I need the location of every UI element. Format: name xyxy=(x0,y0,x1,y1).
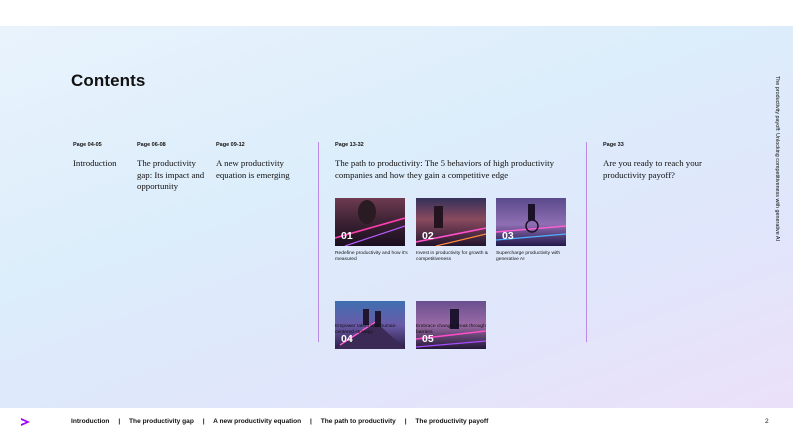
footer-separator: | xyxy=(310,418,312,425)
section-page-range: Page 06-08 xyxy=(137,142,166,148)
footer-link-productivity-gap[interactable]: The productivity gap xyxy=(129,418,194,425)
behavior-caption: Invest in productivity for growth & competitiveness xyxy=(416,251,489,262)
section-title: Introduction xyxy=(73,158,117,168)
page-title: Contents xyxy=(71,71,146,90)
footer-link-path-to-productivity[interactable]: The path to productivity xyxy=(320,418,396,425)
behavior-tile-03[interactable] xyxy=(496,198,566,246)
footer-link-productivity-payoff[interactable]: The productivity payoff xyxy=(415,418,489,425)
section-path-to-productivity[interactable] xyxy=(335,142,575,181)
section-page-range: Page 33 xyxy=(603,142,624,148)
accenture-logo-icon[interactable] xyxy=(20,417,32,427)
footer xyxy=(0,408,793,446)
behavior-number: 03 xyxy=(502,230,514,242)
footer-nav xyxy=(71,418,488,425)
footer-separator: | xyxy=(202,418,205,425)
behavior-caption: Supercharge productivity with generative AI xyxy=(496,251,561,262)
behavior-number: 05 xyxy=(422,333,434,345)
footer-link-introduction[interactable]: Introduction xyxy=(71,418,110,425)
section-productivity-gap[interactable] xyxy=(137,142,207,193)
section-productivity-payoff[interactable] xyxy=(603,142,713,181)
behavior-caption: Embrace change, break through barriers xyxy=(416,324,486,335)
page-number: 2 xyxy=(765,418,769,425)
section-title: A new productivity equation is emerging xyxy=(216,158,290,180)
section-title: Are you ready to reach your productivity payoff? xyxy=(603,158,702,180)
side-document-title: The productivity payoff: Unlocking competitiveness with generative AI xyxy=(774,76,780,241)
section-page-range: Page 13-32 xyxy=(335,142,364,148)
section-title: The productivity gap: Its impact and opportunity xyxy=(137,158,205,191)
divider-line xyxy=(318,142,319,342)
section-new-equation[interactable] xyxy=(216,142,302,181)
behavior-caption: Empower talent with human-centered strategy xyxy=(335,324,397,335)
section-page-range: Page 09-12 xyxy=(216,142,245,148)
behavior-caption: Redefine productivity and how it's measured xyxy=(335,251,408,262)
divider-line xyxy=(586,142,587,342)
footer-link-new-equation[interactable]: A new productivity equation xyxy=(213,418,302,425)
behavior-number: 04 xyxy=(341,333,353,345)
section-page-range: Page 04-05 xyxy=(73,142,102,148)
behavior-number: 01 xyxy=(341,230,353,242)
behavior-tile-02[interactable] xyxy=(416,198,486,246)
footer-separator: | xyxy=(118,418,121,425)
section-introduction[interactable] xyxy=(73,142,129,170)
behavior-number: 02 xyxy=(422,230,434,242)
contents-page xyxy=(0,26,793,408)
section-title: The path to productivity: The 5 behaviors of high productivity companies and how they gain a competitive edge xyxy=(335,158,554,180)
behavior-tile-01[interactable] xyxy=(335,198,405,246)
footer-separator: | xyxy=(404,418,407,425)
